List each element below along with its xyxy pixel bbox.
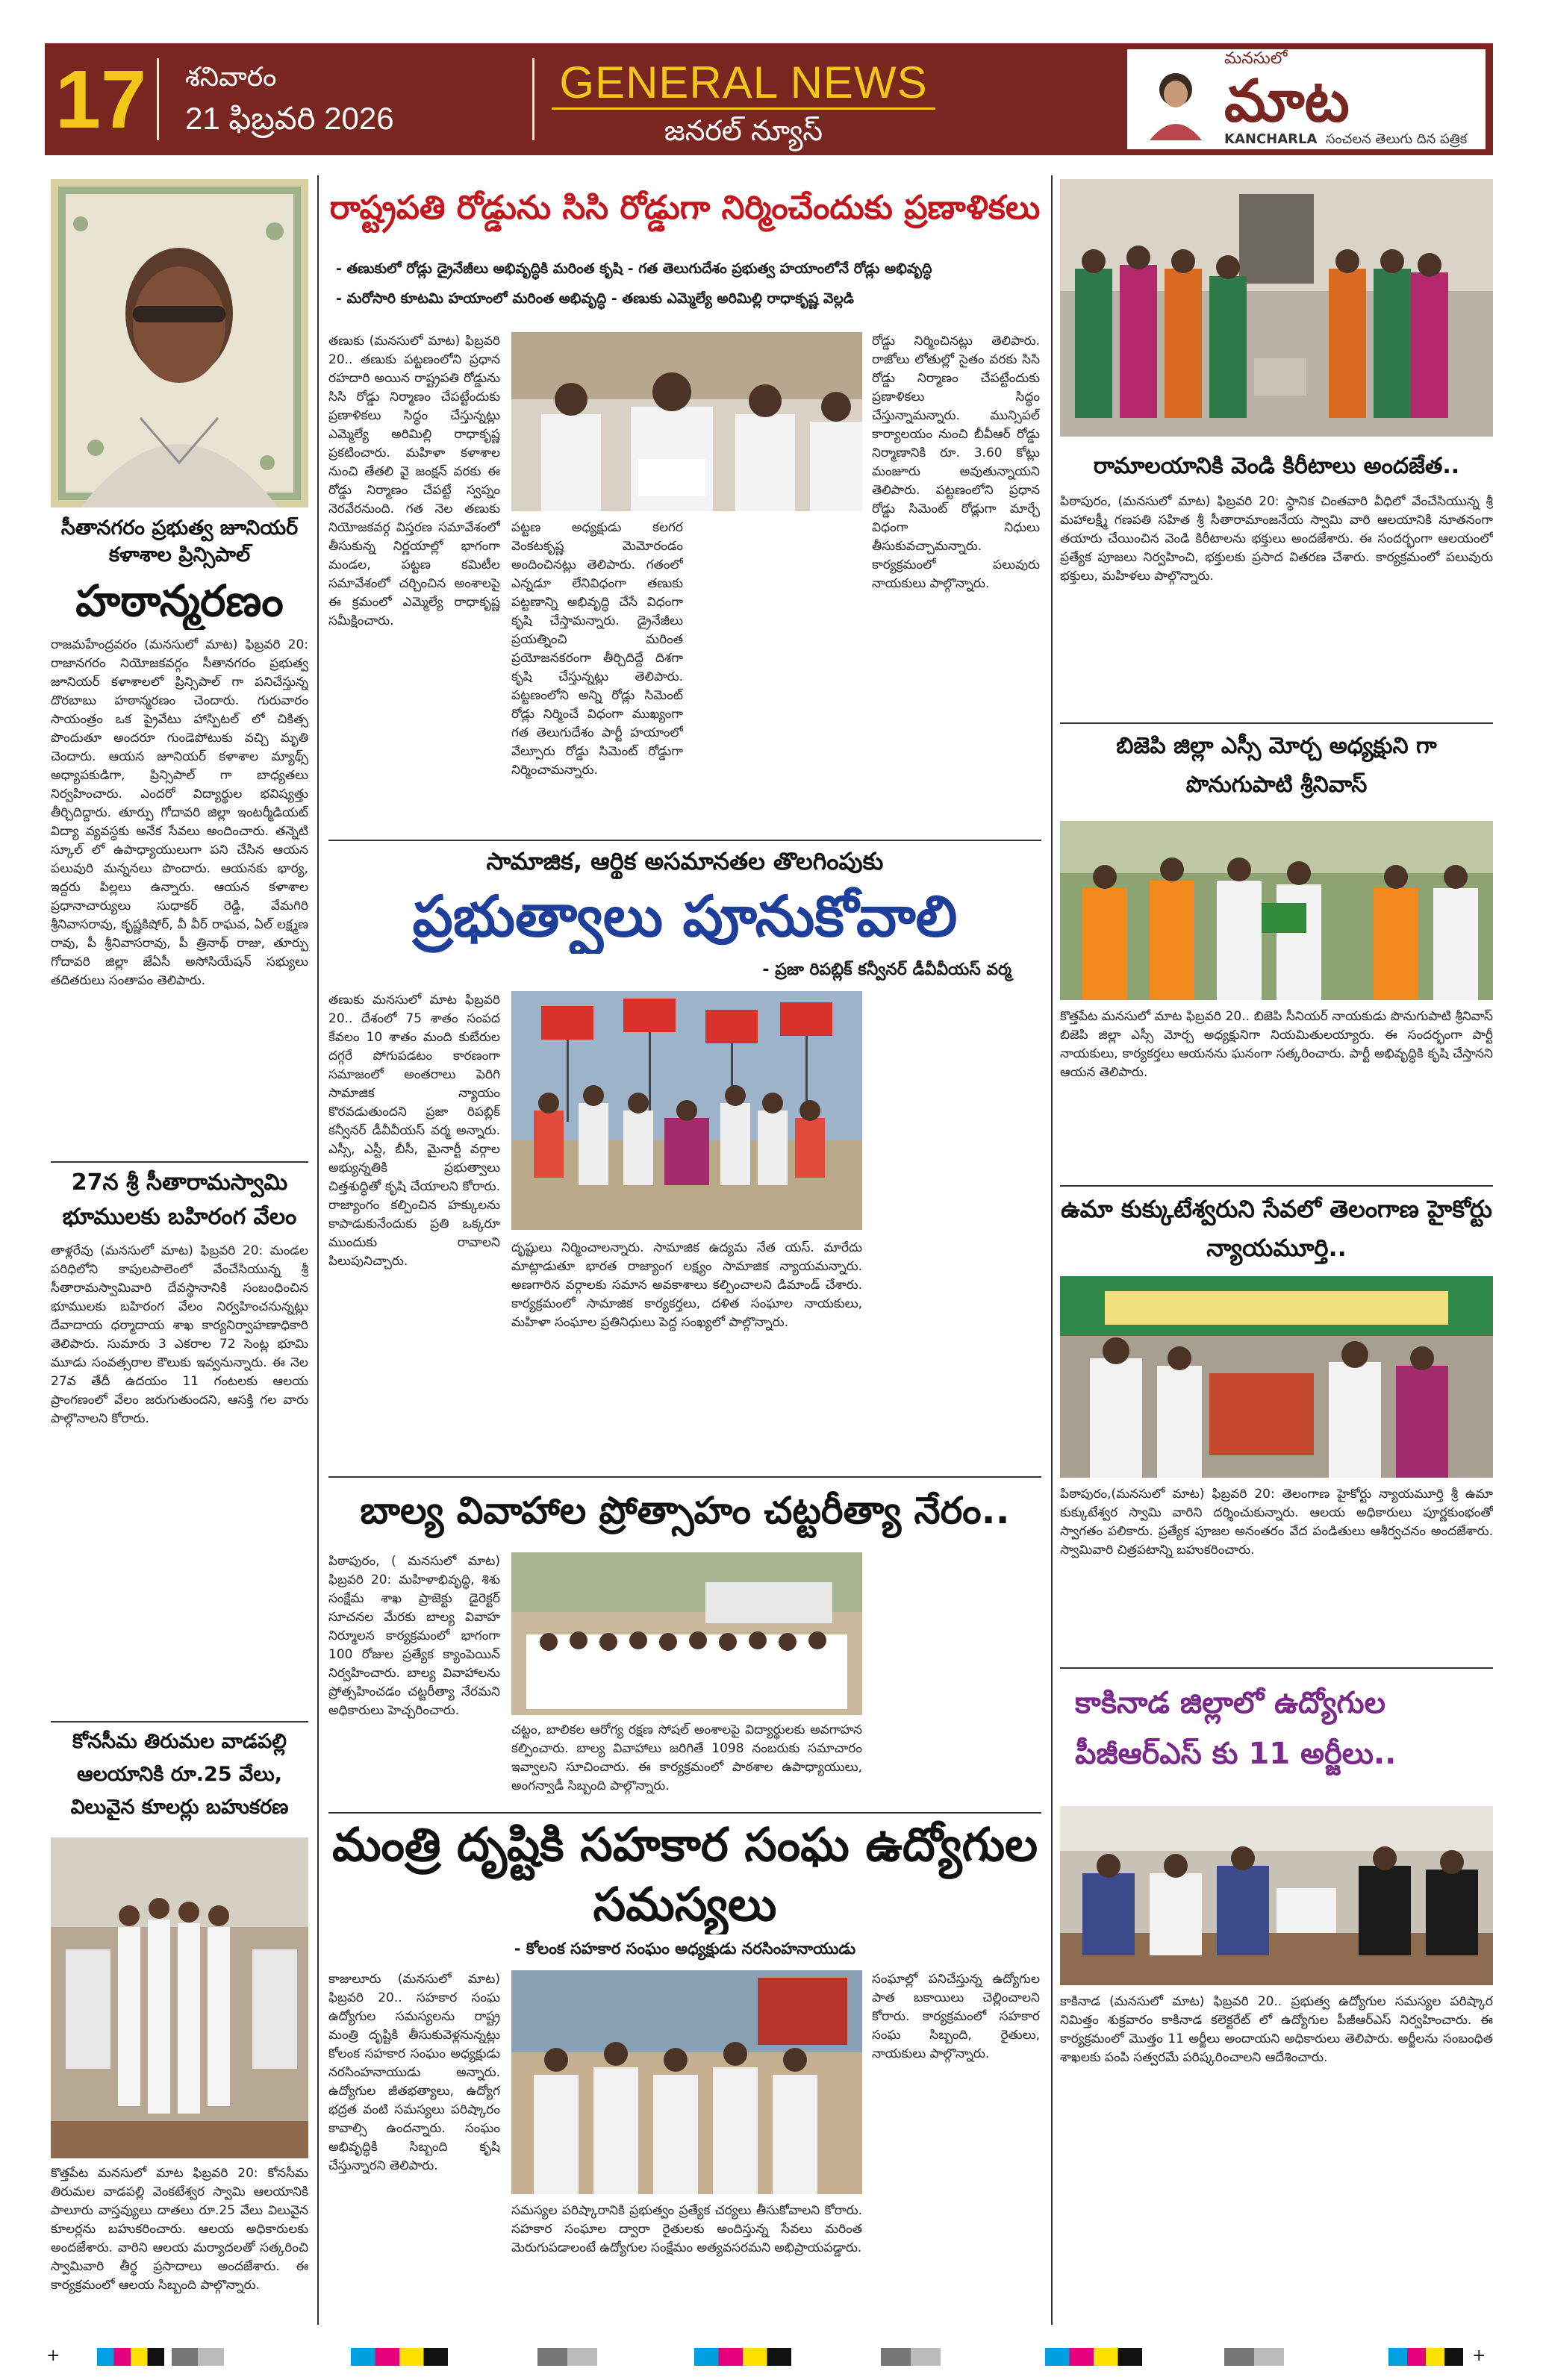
- page-number: 17: [54, 53, 147, 146]
- donation-image: [51, 1837, 308, 2158]
- story-byline: - ప్రజా రిపబ్లిక్ కన్వీనర్ డీవీవీయస్ వర్మ: [762, 961, 1011, 979]
- story-headline: 27న శ్రీ సీతారామస్వామి భూములకు బహిరంగ వేలం: [62, 1169, 297, 1230]
- section-divider: [1060, 1185, 1493, 1187]
- logo-text: [1217, 49, 1486, 150]
- founder-portrait-icon: [1135, 58, 1217, 140]
- story-body: పిఠాపురం, (మనసులో మాట) ఫిబ్రవరి 20: స్థానిక చింతవారి వీధిలో వేంచేసియున్న శ్రీ మహాలక్ష్మీ గణపతి సహిత శ్రీ సీతారామాంజనేయ స్వామి వారి ఆలయానికి నూతనంగా తయారు చేయించిన వెండి కిరీటాలను భక్తులు అందజేశారు. ఈ సందర్భంగా ఆలయంలో ప్రత్యేక పూజలు నిర్వహించి, భక్తులకు ప్రసాద వితరణ చేశారు. కార్యక్రమంలో పలువురు భక్తులు, మహిళలు పాల్గొన్నారు.: [1060, 494, 1493, 584]
- section-divider: [1060, 1667, 1493, 1669]
- story-body: కొత్తపేట మనసులో మాట ఫిబ్రవరి 20: కోనసీమ తిరుమల వాడపల్లి వెంకటేశ్వర స్వామి ఆలయానికి పాలూరు వాస్తవ్యులు దాతలు రూ.25 వేలు విలువైన కూలర్లను బహుకరించారు. ఆలయ అధికారులకు అందజేశారు. వారిని ఆలయ మర్యాదలతో సత్కరించి స్వామివారి తీర్థ ప్రసాదాలు అందజేశారు. ఈ కార్యక్రమంలో ఆలయ సిబ్బంది పాల్గొన్నారు.: [51, 2166, 308, 2293]
- logo-main: మాట: [1224, 67, 1350, 135]
- story-headline: బాల్య వివాహాల ప్రోత్సాహం చట్టరీత్యా నేరం..: [360, 1489, 1010, 1532]
- story-subhead: - మరోసారి కూటమి హయాంలో మరింత అభివృద్ధి - తణుకు ఎమ్మెల్యే అరిమిల్లి రాధాకృష్ణ వెల్లడి: [336, 290, 854, 307]
- story-headline: రాష్ట్రపతి రోడ్డును సిసి రోడ్డుగా నిర్మించేందుకు ప్రణాళికలు: [329, 189, 1041, 227]
- pgrs-meeting-image: [1060, 1806, 1493, 1985]
- story-headline: ఉమా కుక్కుటేశ్వరుని సేవలో తెలంగాణ హైకోర్టు న్యాయమూర్తి..: [1061, 1195, 1492, 1262]
- story-body: [872, 1552, 1040, 1806]
- story-headline: ప్రభుత్వాలు పూనుకోవాలి: [412, 883, 958, 949]
- story-body: రోడ్డు నిర్మించినట్లు తెలిపారు. రాజోలు లోతుల్లో సైతం వరకు సిసి రోడ్డు నిర్మాణం చేపట్టేందుకు ప్రణాళికలు సిద్ధం చేస్తున్నామన్నారు. మున్సిపల్ కార్యాలయం నుంచి బీవీఆర్ రోడ్డు నిర్మాణానికి రూ. 3.60 కోట్లు మంజూరు అవుతున్నాయని తెలిపారు. పట్టణంలోని ప్రధాన రోడ్డు సిమెంట్ రోడ్లుగా మార్చే విధంగా నిధులు తీసుకువచ్చామన్నారు. కార్యక్రమంలో పలువురు నాయకులు పాల్గొన్నారు.: [872, 334, 1040, 591]
- section-divider: [1060, 722, 1493, 724]
- section-divider: [328, 840, 1041, 841]
- cooperative-meeting-image: [511, 1970, 862, 2194]
- school-awareness-image: [511, 1552, 862, 1715]
- section-divider: [51, 1721, 308, 1722]
- story-body: దృష్టులు నిర్మించాలన్నారు. సామాజిక ఉద్యమ నేత యస్. మారేదు మాట్లాడుతూ భారత రాజ్యాంగ లక్ష్యం సామాజిక న్యాయమన్నారు. అణగారిన వర్గాలకు సమాన అవకాశాలు కల్పించాలని డిమాండ్ చేశారు. కార్యక్రమంలో సామాజిక కార్యకర్తలు, దళిత సంఘాల నాయకులు, మహిళా సంఘాల ప్రతినిధులు పెద్ద సంఖ్యలో పాల్గొన్నారు.: [511, 1240, 862, 1330]
- story-kicker: సామాజిక, ఆర్థిక అసమానతల తొలగింపుకు: [486, 847, 884, 875]
- story-body: చట్టం, బాలికల ఆరోగ్య రక్షణ సోషల్ అంశాలపై విద్యార్థులకు అవగాహన కల్పించారు. బాల్య వివాహాలు జరిగితే 1098 నంబరుకు సమాచారం ఇవ్వాలని సూచించారు. ఈ కార్యక్రమంలో పాఠశాల ఉపాధ్యాయులు, అంగన్వాడీ సిబ్బంది పాల్గొన్నారు.: [511, 1722, 862, 1793]
- story-headline: రామాలయానికి వెండి కిరీటాలు అందజేత..: [1093, 453, 1460, 479]
- story-headline: కోనసీమ తిరుమల వాడపల్లి ఆలయానికి రూ.25 వేలు, విలువైన కూలర్లు బహుకరణ: [70, 1730, 289, 1819]
- masthead: [45, 43, 1493, 155]
- section-divider: [328, 1812, 1041, 1814]
- school-photo: [511, 1552, 862, 1715]
- temple-crowns-image: [1060, 179, 1493, 437]
- logo-footer: [1224, 131, 1486, 150]
- story-body: పిఠాపురం,(మనసులో మాట) ఫిబ్రవరి 20: తెలంగాణ హైకోర్టు న్యాయమూర్తి శ్రీ ఉమా కుక్కుటేశ్వర స్వామి వారిని దర్శించుకున్నారు. ఆలయ అధికారులు పూర్ణకుంభంతో స్వాగతం పలికారు. ప్రత్యేక పూజల అనంతరం వేద పండితులు ఆశీర్వచనం అందజేశారు. స్వామివారి చిత్రపటాన్ని బహుకరించారు.: [1060, 1487, 1493, 1558]
- pgrs-photo: [1060, 1806, 1493, 1985]
- mla-photo: [511, 332, 862, 511]
- date-block: [159, 43, 532, 155]
- story-body: తణుకు మనసులో మాట ఫిబ్రవరి 20.. దేశంలో 75 శాతం సంపద కేవలం 10 శాతం మంది కుబేరుల దగ్గరే పోగుపడటం కారణంగా సమాజంలో అంతరాలు పెరిగి సామాజిక న్యాయం కొరవడుతుందని ప్రజా రిపబ్లిక్ కన్వీనర్ డీవీవీయస్ వర్మ అన్నారు. ఎస్సీ, ఎస్టీ, బీసీ, మైనార్టీ వర్గాల అభ్యున్నతికి ప్రభుత్వాలు చిత్తశుద్ధితో కృషి చేయాలని కోరారు. రాజ్యాంగం కల్పించిన హక్కులను కాపాడుకునేందుకు ప్రతి ఒక్కరూ ముందుకు రావాలని పిలుపునిచ్చారు.: [328, 993, 500, 1269]
- section-divider: [328, 1476, 1041, 1478]
- story-body: తాళ్లరేవు (మనసులో మాట) ఫిబ్రవరి 20: మండల పరిధిలోని కాపులపాలెంలో వేంచేసియున్న శ్రీ సీతారామస్వామివారి దేవస్థానానికి సంబంధించిన భూములకు బహిరంగ వేలం నిర్వహించనున్నట్లు దేవాదాయ ధర్మాదాయ శాఖ కార్యనిర్వాహణాధికారి తెలిపారు. సుమారు 3 ఎకరాల 72 సెంట్ల భూమి మూడు సంవత్సరాల కౌలుకు ఇవ్వనున్నారు. ఈ నెల 27వ తేదీ ఉదయం 11 గంటలకు ఆలయ ప్రాంగణంలో వేలం జరుగుతుందని, ఆసక్తి గల వారు పాల్గొనాలని కోరారు.: [51, 1243, 308, 1426]
- column-rule: [317, 175, 319, 2325]
- story-body: సమస్యల పరిష్కారానికి ప్రభుత్వం ప్రత్యేక చర్యలు తీసుకోవాలని కోరారు. సహకార సంఘాల ద్వారా రైతులకు అందిస్తున్న సేవలు మరింత మెరుగుపడాలంటే ఉద్యోగుల సంక్షేమం అత్యవసరమని అభిప్రాయపడ్డారు.: [511, 2203, 862, 2255]
- story-body: తణుకు (మనసులో మాట) ఫిబ్రవరి 20.. తణుకు పట్టణంలోని ప్రధాన రహదారి అయిన రాష్ట్రపతి రోడ్డును సిసి రోడ్డు నిర్మాణం చేపట్టేందుకు ప్రణాళికలు సిద్ధం చేస్తున్నట్లు ఎమ్మెల్యే అరిమిల్లి రాధాకృష్ణ ప్రకటించారు. మహిళా కళాశాల నుంచి తేతలి వై జంక్షన్ వరకు ఈ రోడ్డు నిర్మాణం చేపట్టే స్వప్నం నెరవేరనుంది. గత నెల తణుకు నియోజకవర్గ విస్తరణ సమావేశంలో తీసుకున్న నిర్ణయాల్లో భాగంగా మండల, పట్టణ కమిటీల సమావేశంలో చర్చించిన అంశాలపై ఈ క్రమంలో ఎమ్మెల్యే రాధాకృష్ణ సమీక్షించారు.: [328, 334, 500, 628]
- logo-tagline: సంచలన తెలుగు దిన పత్రిక: [1325, 131, 1468, 147]
- section-title-en: GENERAL NEWS: [552, 58, 935, 110]
- issue-date: 21 ఫిబ్రవరి 2026: [185, 101, 394, 136]
- registration-mark-icon: +: [1472, 2346, 1486, 2365]
- obituary-kicker: సీతానగరం ప్రభుత్వ జూనియర్ కళాశాల ప్రిన్సిపాల్: [60, 516, 299, 566]
- bjp-photo: [1060, 821, 1493, 1000]
- newspaper-logo: [1127, 49, 1486, 149]
- story-subhead: - తణుకులో రోడ్లు డ్రైనేజీలు అభివృద్ధికి మరింత కృషి - గత తెలుగుదేశం ప్రభుత్వ హయాంలోనే రోడ్లు అభివృద్ధి: [336, 260, 932, 277]
- donation-photo: [51, 1837, 308, 2158]
- portrait-image: [51, 179, 308, 507]
- story-body: కాజులూరు (మనసులో మాట) ఫిబ్రవరి 20.. సహకార సంఘ ఉద్యోగుల సమస్యలను రాష్ట్ర మంత్రి దృష్టికి తీసుకువెళ్లనున్నట్లు కోలంక సహకార సంఘం అధ్యక్షుడు నరసింహనాయుడు అన్నారు. ఉద్యోగుల జీతభత్యాలు, ఉద్యోగ భద్రత వంటి సమస్యలు పరిష్కారం కావాల్సి ఉందన్నారు. సంఘం అభివృద్ధికి సిబ్బంది కృషి చేస్తున్నారని తెలిపారు.: [328, 1972, 500, 2173]
- story-byline: - కోలంక సహకార సంఘం అధ్యక్షుడు నరసింహనాయుడు: [514, 1940, 856, 1958]
- mla-press-image: [511, 332, 862, 511]
- story-headline: బిజెపి జిల్లా ఎస్సీ మోర్చ అధ్యక్షుని గా పొనుగుపాటి శ్రీనివాస్: [1116, 733, 1437, 798]
- obituary-body: రాజమహేంద్రవరం (మనసులో మాట) ఫిబ్రవరి 20: రాజానగరం నియోజకవర్గం సీతానగరం ప్రభుత్వ జూనియర్ కళాశాలలో ప్రిన్సిపాల్ గా పనిచేస్తున్న దొరబాబు హఠాన్మరణం చెందారు. గురువారం సాయంత్రం ఒక ప్రైవేటు హాస్పిటల్ లో చికిత్స పొందుతూ అందరూ గుండెపోటుకు వచ్చి మృతి చెందారు. ఆయన జూనియర్ కళాశాల మ్యాథ్స్ అధ్యాపకుడిగా, ప్రిన్సిపాల్ గా బాధ్యతలు నిర్వహించారు. ఎందరో విద్యార్థుల భవిష్యత్తు తీర్చిదిద్దారు. తూర్పు గోదావరి జిల్లా ఇంటర్మీడియట్ విద్యా వ్యవస్థకు అనేక సేవలు అందించారు. తన్నెటి స్కూల్ లో ఉపాధ్యాయులుగా పని చేసిన ఆయన పలువురి మన్ననలు పొందారు. ఆయనకు భార్య, ఇద్దరు పిల్లలు ఉన్నారు. ఆయన కళాశాల ప్రధానాచార్యులు సుధాకర్ రెడ్డి, వేమగిరి శ్రీనివాసరావు, కృష్ణకిషోర్, వీ వీర్ రాఘవ, ఏల్ లక్ష్మణ రావు, పీ శ్రీనివాసరావు, పీ త్రినాథ్ రాజు, తూర్పు గోదావరి జిల్లా జేఏసీ అసోసియేషన్ సభ్యులు తదితరులు సంతాపం తెలిపారు.: [51, 637, 308, 988]
- story-body: పిఠాపురం, ( మనసులో మాట) ఫిబ్రవరి 20: మహిళాభివృద్ధి, శిశు సంక్షేమ శాఖ ప్రాజెక్టు డైరెక్టర్ సూచనల మేరకు బాల్య వివాహ నిర్మూలన కార్యక్రమంలో భాగంగా 100 రోజుల ప్రత్యేక క్యాంపెయిన్ నిర్వహించారు. బాల్య వివాహాలను ప్రోత్సహించడం చట్టరీత్యా నేరమని అధికారులు హెచ్చరించారు.: [328, 1554, 500, 1718]
- story-body: కొత్తపేట మనసులో మాట ఫిబ్రవరి 20.. బిజెపి సీనియర్ నాయకుడు పొనుగుపాటి శ్రీనివాస్ బిజెపి జిల్లా ఎస్సీ మోర్చ అధ్యక్షునిగా నియమితులయ్యారు. ఈ సందర్భంగా పార్టీ నాయకులు, కార్యకర్తలు ఆయనను ఘనంగా సత్కరించారు. పార్టీ అభివృద్ధికి కృషి చేస్తానని ఆయన తెలిపారు.: [1060, 1009, 1493, 1080]
- issue-day: శనివారం: [185, 62, 277, 93]
- section-block: [534, 43, 953, 155]
- obituary-headline: హఠాన్మరణం: [75, 575, 284, 626]
- story-body: పట్టణ అధ్యక్షుడు కలగర వెంకటకృష్ణ మెమోరండం అందించినట్లు తెలిపారు. గతంలో ఎన్నడూ లేనివిధంగా తణుకు పట్టణాన్ని అభివృద్ధి చేసే విధంగా కృషి చేస్తామన్నారు. డ్రైనేజీలు ప్రయత్నించి మరింత ప్రయోజనకరంగా తీర్చిదిద్దే దిశగా కృషి చేస్తున్నట్లు తెలిపారు. పట్టణంలోని అన్ని రోడ్లు సిమెంట్ రోడ్లు నిర్మించే విధంగా ముఖ్యంగా గత తెలుగుదేశం పార్టీ హయాంలో వేల్పూరు రోడ్డు సిమెంట్ రోడ్డుగా నిర్మించామన్నారు.: [511, 520, 683, 778]
- judge-photo: [1060, 1276, 1493, 1478]
- story-headline: కాకినాడ జిల్లాలో ఉద్యోగుల పీజీఆర్ఎస్ కు 11 అర్జీలు..: [1075, 1686, 1397, 1771]
- rally-photo: [511, 991, 862, 1230]
- story-body: కాకినాడ (మనసులో మాట) ఫిబ్రవరి 20.. ప్రభుత్వ ఉద్యోగుల సమస్యల పరిష్కార నిమిత్తం శుక్రవారం కాకినాడ కలెక్టరేట్ లో ఉద్యోగుల పీజీఆర్ఎస్ నిర్వహించారు. ఈ కార్యక్రమంలో మొత్తం 11 అర్జీలు అందాయని అధికారులు తెలిపారు. అర్జీలను సంబంధిత శాఖలకు పంపి సత్వరమే పరిష్కరించాలని ఆదేశించారు.: [1060, 1994, 1493, 2065]
- rally-image: [511, 991, 862, 1230]
- column-rule: [1051, 175, 1053, 2325]
- logo-name: KANCHARLA: [1224, 131, 1318, 147]
- obituary-photo: [51, 179, 308, 507]
- cooperative-photo: [511, 1970, 862, 2194]
- bjp-felicitation-image: [1060, 821, 1493, 1000]
- registration-mark-icon: +: [46, 2346, 60, 2365]
- story-headline: మంత్రి దృష్టికి సహకార సంఘ ఉద్యోగుల సమస్యలు: [331, 1817, 1038, 1931]
- temple-photo: [1060, 179, 1493, 437]
- section-divider: [51, 1161, 308, 1163]
- judge-temple-visit-image: [1060, 1276, 1493, 1478]
- logo-top: మనసులో: [1224, 49, 1288, 68]
- section-title-te: జనరల్ న్యూస్: [664, 114, 823, 147]
- story-body: సంఘాల్లో పనిచేస్తున్న ఉద్యోగుల పాత బకాయిలు చెల్లించాలని కోరారు. కార్యక్రమంలో సహకార సంఘ సిబ్బంది, రైతులు, నాయకులు పాల్గొన్నారు.: [872, 1972, 1040, 2061]
